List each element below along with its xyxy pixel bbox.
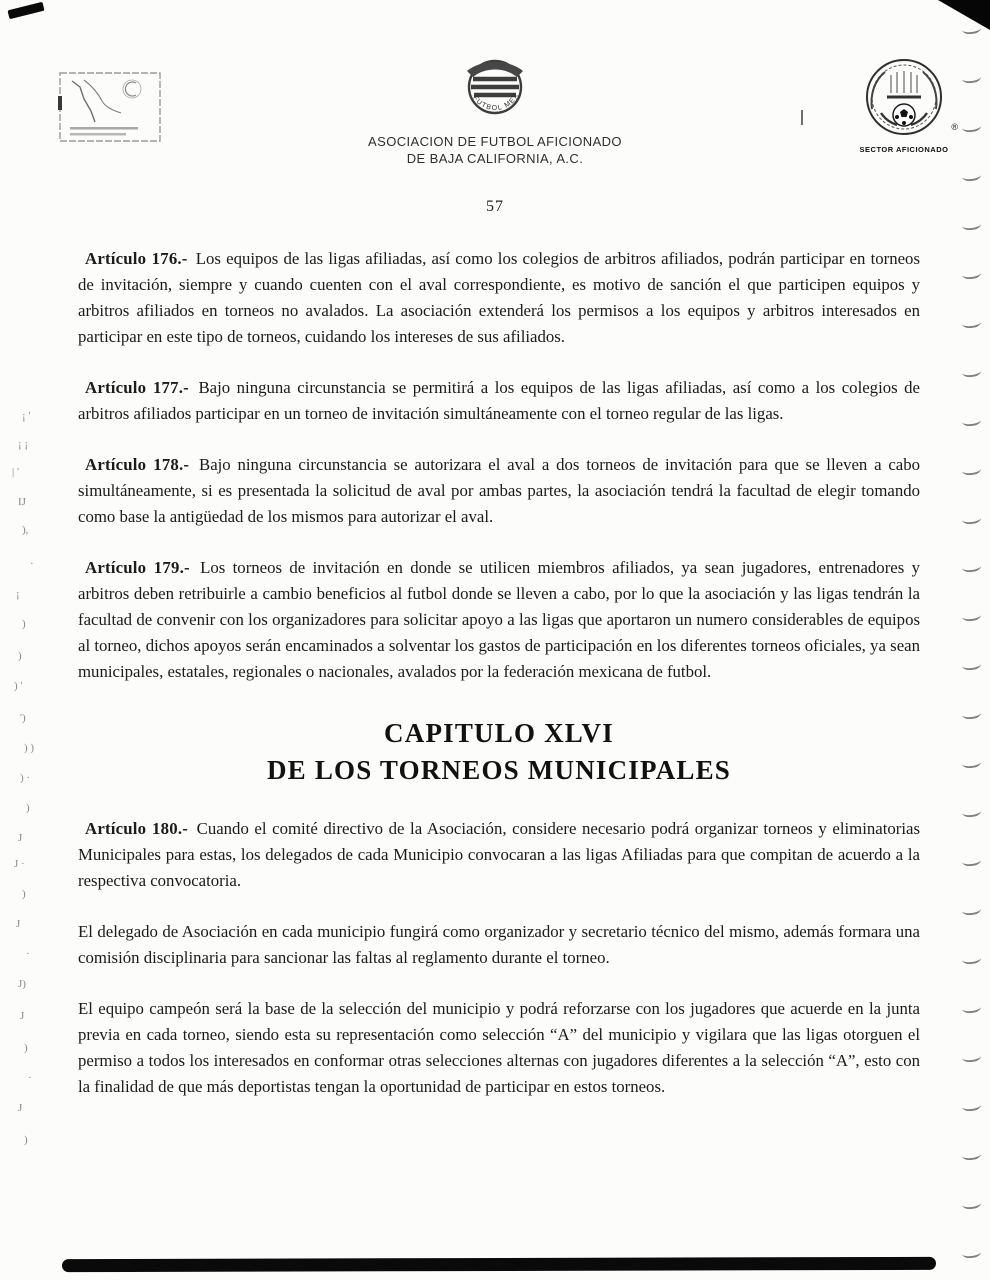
binding-mark: [961, 268, 981, 280]
article-179-label: Artículo 179.-: [85, 558, 190, 577]
paragraph-equipo-campeon: El equipo campeón será la base de la selección del municipio y podrá reforzarse con los jugadores que acuerde en la junta previa en cada torneo, siendo esta su representación como selección “A” del municipio y vigilara que las ligas otorguen el permiso a todos los interesados en conformar otras selecciones alternas con jugadores diferentes a la selección “A”, esto con la finalidad de que más deportistas tengan la oportunidad de participar en estos torneos.: [78, 999, 920, 1096]
margin-mark: ): [18, 650, 22, 662]
binding-mark: [961, 170, 981, 182]
futbol-mexicano-emblem-icon: [456, 52, 534, 130]
binding-mark: [961, 415, 981, 427]
binding-mark: [961, 219, 981, 231]
binding-mark: [961, 1247, 981, 1259]
binding-mark: [961, 659, 981, 671]
article-177-label: Artículo 177.-: [85, 378, 189, 397]
margin-mark: J: [16, 918, 21, 930]
binding-mark: [961, 1051, 981, 1063]
binding-mark: [961, 757, 981, 769]
org-name: [0, 133, 990, 167]
article-176-label: Artículo 176.-: [85, 249, 188, 268]
article-177-text: Bajo ninguna circunstancia se permitirá a los equipos de las ligas afiliadas, así como a los colegios de arbitros afiliados participar en un torneo de invitación simultáneamente con el torneo regular de las ligas.: [78, 378, 920, 423]
margin-mark: IJ: [18, 496, 26, 508]
article-180: [78, 816, 920, 894]
sector-logo-block: [844, 56, 964, 154]
margin-mark: '): [20, 712, 26, 724]
chapter-heading: [78, 715, 920, 789]
registered-trademark-symbol: ®: [951, 122, 958, 132]
margin-mark: ) ·: [20, 772, 31, 784]
margin-mark: ¡ ¡: [18, 438, 29, 450]
margin-mark: ·: [30, 558, 34, 570]
margin-mark: J ·: [14, 858, 25, 870]
binding-mark: [961, 463, 981, 475]
sector-badge-graphic: [860, 56, 948, 144]
sector-caption: SECTOR AFICIONADO: [859, 145, 949, 154]
binding-mark: [961, 806, 981, 818]
margin-mark: ) ): [24, 742, 35, 754]
article-178: [78, 452, 920, 530]
article-179-text: Los torneos de invitación en donde se utilicen miembros afiliados, ya sean jugadores, entrenadores y arbitros deben retribuirle a cambio beneficios al futbol donde se lleven a cabo, por lo que la asociación y las ligas tendrán la facultad de convenir con los organizadores para solicitar apoyo a las ligas que aportaron un numero considerables de equipos al torneo, dichos apoyos serán encaminados a solventar los gastos de participación en los diferentes torneos oficiales, ya sean municipales, estatales, regionales o nacionales, avalados por la federación mexicana de futbol.: [78, 558, 921, 681]
margin-mark: ¡ ': [22, 410, 31, 422]
article-178-text: Bajo ninguna circunstancia se autorizara el aval a dos torneos de invitación para que se lleven a cabo simultáneamente, si es presentada la solicitud de aval por ambas partes, la asociación tendrá la facultad de elegir tomando como base la antigüedad de los mismos para autorizar el aval.: [78, 455, 921, 526]
margin-mark: J): [18, 978, 26, 990]
article-180-text: Cuando el comité directivo de la Asociación, considere necesario podrá organizar torneos y eliminatorias Municipales para estas, los delegados de cada Municipio convocaran a las ligas Afiliadas para que compitan de acuerdo a la respectiva convocatoria.: [78, 819, 921, 890]
org-name-line1: ASOCIACION DE FUTBOL AFICIONADO: [368, 134, 622, 149]
page-number: 57: [486, 198, 504, 215]
org-name-line2: DE BAJA CALIFORNIA, A.C.: [406, 151, 584, 166]
margin-mark: ) ': [14, 680, 23, 692]
binding-mark: [961, 610, 981, 622]
margin-mark: ): [26, 802, 30, 814]
margin-mark: ·: [26, 948, 30, 960]
emblem-text: FUTBOL MEX: [471, 91, 521, 113]
sector-aficionado-badge-icon: [860, 56, 948, 144]
binding-mark: [961, 1198, 981, 1210]
margin-mark: ): [24, 1042, 28, 1054]
margin-mark: | ': [12, 466, 19, 478]
emblem-graphic: [456, 52, 534, 130]
margin-mark: ¡: [16, 588, 20, 600]
article-177: [78, 375, 920, 427]
binding-mark: [961, 904, 981, 916]
margin-mark: ),: [22, 524, 29, 536]
scan-mark-top-right: [938, 0, 990, 30]
binding-mark: [961, 1149, 981, 1161]
article-176: [78, 246, 920, 350]
binding-mark: [961, 561, 981, 573]
margin-mark: ·: [28, 1072, 32, 1084]
scan-bottom-bar: [62, 1257, 936, 1272]
chapter-title: DE LOS TORNEOS MUNICIPALES: [266, 755, 732, 785]
binding-mark: [961, 855, 981, 867]
binding-mark: [961, 512, 981, 524]
article-178-label: Artículo 178.-: [85, 455, 190, 474]
margin-mark: J: [18, 832, 23, 844]
left-margin-marks: [0, 0, 60, 1280]
article-179: [78, 555, 920, 685]
binding-mark: [961, 953, 981, 965]
paragraph-delegado: El delegado de Asociación en cada municipio fungirá como organizador y secretario técnico del mismo, además formara una comisión disciplinaria para sancionar las faltas al reglamento durante el torneo.: [78, 922, 920, 967]
binding-mark: [961, 366, 981, 378]
binding-mark: [961, 708, 981, 720]
margin-mark: J: [18, 1102, 23, 1114]
document-body: [78, 246, 920, 1125]
binding-mark: [961, 1002, 981, 1014]
chapter-number: CAPITULO XLVI: [384, 718, 614, 748]
margin-mark: ): [22, 618, 26, 630]
binding-mark: [961, 1100, 981, 1112]
margin-mark: ): [22, 888, 26, 900]
header-center: [0, 52, 990, 167]
article-180-label: Artículo 180.-: [85, 819, 189, 838]
article-176-text: Los equipos de las ligas afiliadas, así como los colegios de arbitros afiliados, podrán participar en torneos de invitación, siempre y cuando cuenten con el aval correspondiente, es motivo de sanción el que participen equipos y arbitros afiliados en torneos no avalados. La asociación extenderá los permisos a los equipos y arbitros interesados en participar en este tipo de torneos, cuidando los intereses de sus afiliados.: [78, 249, 920, 346]
scan-mark-top-left: [7, 2, 44, 19]
margin-mark: J: [20, 1010, 25, 1022]
margin-mark: ): [24, 1134, 28, 1146]
binding-mark: [961, 317, 981, 329]
